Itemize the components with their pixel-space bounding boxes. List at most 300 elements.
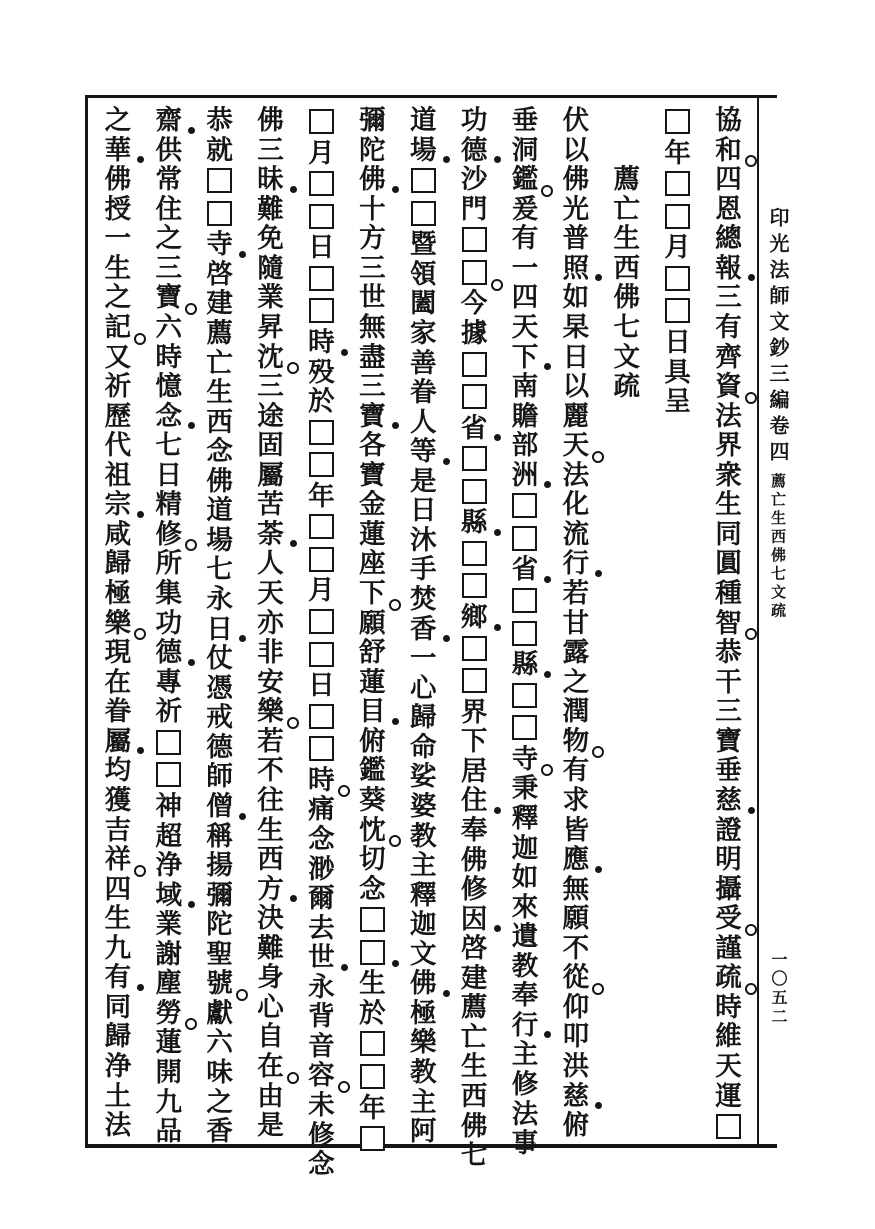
- char-cell: 寶: [715, 725, 742, 756]
- char-cell: 四: [715, 164, 742, 195]
- char-cell: 之: [562, 666, 590, 697]
- char-cell: 阿: [409, 1116, 437, 1147]
- char-cell: 之: [155, 223, 182, 254]
- blank-cell: [449, 573, 500, 603]
- reading-dot: [239, 635, 246, 642]
- char-cell: 念: [308, 823, 335, 854]
- char-cell: 一: [511, 252, 539, 283]
- char-cell: 教: [409, 1057, 437, 1087]
- char-cell: 遺: [511, 921, 539, 952]
- char-cell: 伏: [562, 105, 590, 135]
- char-cell: 功: [155, 607, 182, 638]
- char-cell: 月: [308, 137, 335, 168]
- char-cell: 謹: [715, 932, 742, 963]
- char-cell: 屬: [257, 459, 284, 490]
- char-cell: 生: [359, 968, 386, 999]
- char-cell: 三: [359, 252, 386, 283]
- char-cell: 仰: [562, 991, 590, 1022]
- page-gutter: [760, 95, 798, 1148]
- reading-dot: [494, 156, 501, 163]
- char-cell: 求: [562, 784, 590, 815]
- blank-cell: [296, 514, 347, 544]
- char-cell: 歷: [104, 400, 132, 431]
- blank-cell: [143, 730, 194, 760]
- char-cell: 七: [155, 430, 182, 461]
- char-cell: 資: [703, 372, 754, 402]
- char-cell: 化: [562, 489, 590, 520]
- char-cell: 十: [359, 193, 386, 224]
- char-cell: 日: [194, 615, 245, 645]
- char-cell: 佛: [398, 969, 449, 999]
- char-cell: 日: [409, 495, 437, 526]
- blank-cell: [347, 1064, 398, 1094]
- char-cell: 記: [92, 313, 143, 343]
- char-cell: 就: [206, 134, 233, 165]
- char-cell: 攝: [715, 873, 742, 904]
- text-columns: [92, 105, 754, 1180]
- char-cell: 佛: [613, 282, 641, 313]
- blank-box: [309, 514, 334, 539]
- char-cell: 贍: [511, 400, 539, 431]
- blank-cell: [296, 109, 347, 139]
- blank-box: [309, 266, 334, 291]
- char-cell: 是: [257, 1110, 284, 1141]
- char-cell: 據: [460, 317, 488, 348]
- char-cell: 音: [308, 1030, 335, 1061]
- char-cell: 鑑: [500, 165, 551, 195]
- text-column: [194, 105, 245, 1147]
- char-cell: 洲: [500, 461, 551, 491]
- reading-dot: [494, 624, 501, 631]
- reading-dot: [290, 186, 297, 193]
- char-cell: 於: [359, 997, 386, 1028]
- char-cell: 同: [715, 518, 742, 549]
- reading-dot: [544, 1031, 551, 1038]
- char-cell: 香: [398, 615, 449, 645]
- char-cell: 以: [562, 134, 590, 165]
- char-cell: 命: [409, 731, 437, 762]
- blank-cell: [347, 940, 398, 970]
- char-cell: 薦: [206, 317, 233, 348]
- blank-cell: [500, 526, 551, 556]
- char-cell: 歸: [104, 1021, 132, 1052]
- blank-box: [462, 446, 487, 471]
- reading-dot: [341, 349, 348, 356]
- char-cell: 照: [550, 254, 601, 284]
- char-cell: 今: [460, 288, 488, 319]
- reading-dot: [392, 186, 399, 193]
- char-cell: 三: [715, 696, 742, 727]
- char-cell: 齋: [143, 106, 194, 136]
- char-cell: 西: [206, 406, 233, 437]
- char-cell: 開: [155, 1057, 182, 1087]
- char-cell: 四: [511, 282, 539, 313]
- char-cell: 葵: [359, 784, 386, 815]
- text-column: [550, 106, 601, 1144]
- char-cell: 法: [715, 400, 742, 431]
- char-cell: 疏: [703, 963, 754, 993]
- char-cell: 運: [715, 1080, 742, 1111]
- char-cell: 自: [257, 1021, 284, 1052]
- text-column: [245, 106, 296, 1144]
- char-cell: 道: [206, 495, 233, 526]
- blank-cell: [398, 168, 449, 198]
- char-cell: 沐: [409, 524, 437, 555]
- blank-cell: [449, 260, 500, 290]
- char-cell: 業: [155, 909, 182, 940]
- char-cell: 沙: [460, 164, 488, 195]
- char-cell: 歸: [409, 702, 437, 733]
- blank-cell: [296, 704, 347, 734]
- char-cell: 慈: [550, 1082, 601, 1112]
- char-cell: 域: [143, 881, 194, 911]
- reading-dot: [595, 1102, 602, 1109]
- char-cell: 住: [155, 193, 182, 224]
- char-cell: 屬: [92, 727, 143, 757]
- char-cell: 下: [347, 579, 398, 609]
- text-column: [92, 106, 143, 1144]
- char-cell: 在: [245, 1052, 296, 1082]
- char-cell: 界: [460, 696, 488, 727]
- blank-box: [360, 907, 385, 932]
- blank-cell: [652, 204, 703, 234]
- char-cell: 亡: [460, 1021, 488, 1052]
- reading-dot: [544, 671, 551, 678]
- char-cell: 有: [715, 311, 742, 342]
- char-cell: 生: [104, 252, 132, 283]
- char-cell: 秉: [511, 773, 539, 804]
- char-cell: 聖: [206, 938, 233, 969]
- char-cell: 佛: [347, 165, 398, 195]
- char-cell: 渺: [308, 853, 335, 884]
- char-cell: 現: [104, 637, 132, 668]
- char-cell: 浄: [155, 850, 182, 881]
- blank-cell: [296, 298, 347, 328]
- char-cell: 戒: [206, 702, 233, 733]
- char-cell: 場: [206, 524, 233, 555]
- char-cell: 日: [664, 326, 691, 357]
- char-cell: 疏: [613, 371, 641, 402]
- char-cell: 痛: [308, 794, 335, 825]
- char-cell: 各: [359, 430, 386, 461]
- char-cell: 蓮: [155, 1027, 182, 1058]
- char-cell: 年: [664, 137, 691, 168]
- char-cell: 念: [359, 873, 386, 904]
- char-cell: 生: [257, 814, 284, 845]
- char-cell: 是: [409, 465, 437, 496]
- char-cell: 婆: [409, 790, 437, 821]
- char-cell: 安: [257, 666, 284, 697]
- char-cell: 亦: [257, 607, 284, 638]
- char-cell: 師: [206, 761, 233, 792]
- char-cell: 三: [155, 252, 182, 283]
- blank-box: [462, 227, 487, 252]
- blank-box: [462, 479, 487, 504]
- char-cell: 如: [562, 282, 590, 313]
- char-cell: 無: [562, 873, 590, 904]
- char-cell: 方: [359, 223, 386, 254]
- char-cell: 願: [359, 607, 386, 638]
- blank-box: [309, 204, 334, 229]
- char-cell: 奉: [460, 814, 488, 845]
- char-cell: 憶: [155, 371, 182, 402]
- char-cell: 佛: [562, 164, 590, 195]
- char-cell: 從: [550, 963, 601, 993]
- char-cell: 土: [104, 1080, 132, 1111]
- char-cell: 釋: [511, 802, 539, 833]
- char-cell: 所: [155, 548, 182, 579]
- char-cell: 日: [308, 232, 335, 263]
- char-cell: 祈: [104, 371, 132, 402]
- blank-cell: [652, 298, 703, 328]
- char-cell: 稱: [206, 820, 233, 851]
- char-cell: 釋: [409, 879, 437, 910]
- char-cell: 迦: [511, 832, 539, 863]
- char-cell: 杲: [562, 311, 590, 342]
- char-cell: 天: [550, 431, 601, 461]
- char-cell: 彌: [206, 879, 233, 910]
- char-cell: 宗: [92, 490, 143, 520]
- reading-dot: [239, 813, 246, 820]
- char-cell: 智: [703, 609, 754, 639]
- char-cell: 天: [257, 578, 284, 608]
- char-cell: 蓮: [359, 518, 386, 549]
- char-cell: 念: [206, 436, 233, 467]
- char-cell: 物: [550, 727, 601, 757]
- blank-cell: [449, 446, 500, 476]
- char-cell: 眷: [409, 377, 437, 408]
- blank-cell: [500, 493, 551, 523]
- char-cell: 生: [460, 1051, 488, 1082]
- blank-cell: [347, 907, 398, 937]
- char-cell: 家: [409, 317, 437, 348]
- char-cell: 省: [449, 414, 500, 444]
- char-cell: 部: [511, 430, 539, 461]
- char-cell: 極: [104, 578, 132, 608]
- char-cell: 供: [155, 134, 182, 165]
- char-cell: 主: [409, 850, 437, 881]
- char-cell: 咸: [104, 518, 132, 549]
- char-cell: 往: [257, 784, 284, 815]
- char-cell: 天: [511, 311, 539, 342]
- char-cell: 切: [359, 844, 386, 875]
- text-column: [143, 105, 194, 1147]
- char-cell: 佛: [206, 465, 233, 496]
- blank-box: [665, 204, 690, 229]
- char-cell: 世: [296, 943, 347, 973]
- char-cell: 普: [562, 223, 590, 254]
- char-cell: 未: [308, 1090, 335, 1120]
- char-cell: 盡: [359, 341, 386, 372]
- char-cell: 月: [308, 575, 335, 606]
- blank-box: [309, 547, 334, 572]
- char-cell: 圓: [715, 548, 742, 579]
- char-cell: 爰: [511, 193, 539, 224]
- blank-box: [207, 168, 232, 193]
- char-cell: 僧: [194, 792, 245, 822]
- char-cell: 佛: [104, 164, 132, 195]
- blank-box: [309, 642, 334, 667]
- char-cell: 六: [155, 311, 182, 342]
- char-cell: 均: [104, 755, 132, 786]
- char-cell: 有: [511, 223, 539, 254]
- char-cell: 下: [500, 343, 551, 373]
- char-cell: 主: [511, 1039, 539, 1070]
- blank-cell: [296, 171, 347, 201]
- char-cell: 蓮: [359, 666, 386, 697]
- blank-box: [360, 1064, 385, 1089]
- reading-dot: [188, 659, 195, 666]
- char-cell: 場: [398, 136, 449, 166]
- blank-box: [360, 1126, 385, 1151]
- char-cell: 薦: [460, 992, 488, 1023]
- char-cell: 永: [206, 584, 233, 614]
- char-cell: 省: [500, 555, 551, 585]
- char-cell: 時: [296, 328, 347, 358]
- char-cell: 憑: [206, 672, 233, 703]
- char-cell: 途: [257, 400, 284, 431]
- char-cell: 九: [104, 932, 132, 963]
- char-cell: 之: [206, 1086, 233, 1117]
- blank-box: [462, 636, 487, 661]
- char-cell: 來: [511, 891, 539, 922]
- blank-cell: [449, 352, 500, 382]
- char-cell: 德: [449, 136, 500, 166]
- char-cell: 焚: [409, 584, 437, 614]
- blank-cell: [296, 736, 347, 766]
- blank-box: [309, 609, 334, 634]
- char-cell: 西: [460, 1081, 488, 1111]
- char-cell: 陀: [359, 134, 386, 165]
- blank-cell: [296, 547, 347, 577]
- reading-dot: [494, 529, 501, 536]
- char-cell: 善: [409, 347, 437, 378]
- char-cell: 行: [550, 549, 601, 579]
- blank-box: [462, 352, 487, 377]
- char-cell: 種: [715, 578, 742, 608]
- char-cell: 迦: [409, 909, 437, 940]
- char-cell: 去: [308, 912, 335, 943]
- char-cell: 界: [715, 430, 742, 461]
- reading-dot: [544, 576, 551, 583]
- blank-box: [411, 201, 436, 226]
- char-cell: 忱: [347, 816, 398, 846]
- char-cell: 三: [359, 371, 386, 402]
- char-cell: 娑: [409, 761, 437, 792]
- char-cell: 垂: [511, 105, 539, 135]
- char-cell: 時: [296, 766, 347, 796]
- char-cell: 有: [92, 963, 143, 993]
- char-cell: 身: [257, 962, 284, 993]
- char-cell: 總: [715, 223, 742, 254]
- reading-dot: [443, 990, 450, 997]
- running-section-title: 薦亡生西佛七文疏: [769, 473, 785, 621]
- char-cell: 非: [257, 637, 284, 668]
- reading-dot: [137, 984, 144, 991]
- char-cell: 生: [206, 377, 233, 408]
- char-cell: 於: [308, 386, 335, 417]
- char-cell: 若: [257, 725, 284, 756]
- blank-box: [665, 109, 690, 134]
- blank-cell: [500, 588, 551, 618]
- char-cell: 甘: [562, 607, 590, 638]
- char-cell: 三: [257, 134, 284, 165]
- blank-box: [156, 730, 181, 755]
- char-cell: 皆: [562, 814, 590, 845]
- char-cell: 奉: [511, 980, 539, 1011]
- blank-box: [462, 668, 487, 693]
- char-cell: 難: [257, 932, 284, 963]
- char-cell: 由: [257, 1080, 284, 1111]
- blank-cell: [296, 420, 347, 450]
- blank-cell: [449, 384, 500, 414]
- char-cell: 應: [550, 845, 601, 875]
- blank-cell: [347, 1031, 398, 1061]
- char-cell: 之: [104, 282, 132, 313]
- char-cell: 又: [104, 341, 132, 372]
- reading-dot: [595, 274, 602, 281]
- char-cell: 修: [308, 1119, 335, 1150]
- reading-dot: [392, 422, 399, 429]
- blank-cell: [500, 683, 551, 713]
- blank-box: [156, 762, 181, 787]
- char-cell: 極: [409, 997, 437, 1028]
- char-cell: 天: [715, 1051, 742, 1081]
- char-cell: 集: [155, 578, 182, 608]
- blank-box: [309, 109, 334, 134]
- char-cell: 建: [460, 962, 488, 993]
- char-cell: 浄: [104, 1051, 132, 1081]
- text-column: [398, 105, 449, 1147]
- char-cell: 勞: [143, 999, 194, 1029]
- char-cell: 啓: [460, 933, 488, 964]
- char-cell: 西: [613, 252, 641, 283]
- blank-box: [309, 420, 334, 445]
- char-cell: 神: [155, 790, 182, 821]
- char-cell: 等: [398, 437, 449, 467]
- char-cell: 揚: [206, 850, 233, 881]
- char-cell: 人: [257, 548, 284, 579]
- blank-cell: [398, 201, 449, 231]
- char-cell: 薦: [613, 164, 641, 195]
- char-cell: 塵: [155, 968, 182, 999]
- char-cell: 門: [460, 193, 488, 224]
- char-cell: 沈: [245, 343, 296, 373]
- blank-cell: [296, 452, 347, 482]
- char-cell: 獻: [206, 997, 233, 1028]
- char-cell: 目: [347, 697, 398, 727]
- text-frame-border: [85, 95, 777, 1180]
- char-cell: 具: [664, 356, 691, 387]
- section-heading-column: [601, 106, 652, 1144]
- char-cell: 心: [257, 991, 284, 1022]
- char-cell: 號: [194, 969, 245, 999]
- char-cell: 授: [104, 193, 132, 224]
- blank-cell: [296, 204, 347, 234]
- blank-cell: [449, 227, 500, 257]
- char-cell: 年: [359, 1092, 386, 1123]
- blank-box: [309, 452, 334, 477]
- blank-cell: [449, 636, 500, 666]
- blank-box: [462, 260, 487, 285]
- text-column: [296, 106, 347, 1180]
- char-cell: 苦: [257, 489, 284, 520]
- char-cell: 陀: [206, 909, 233, 940]
- char-cell: 受: [703, 904, 754, 934]
- char-cell: 日: [308, 670, 335, 701]
- reading-dot: [748, 274, 755, 281]
- char-cell: 之: [104, 105, 132, 135]
